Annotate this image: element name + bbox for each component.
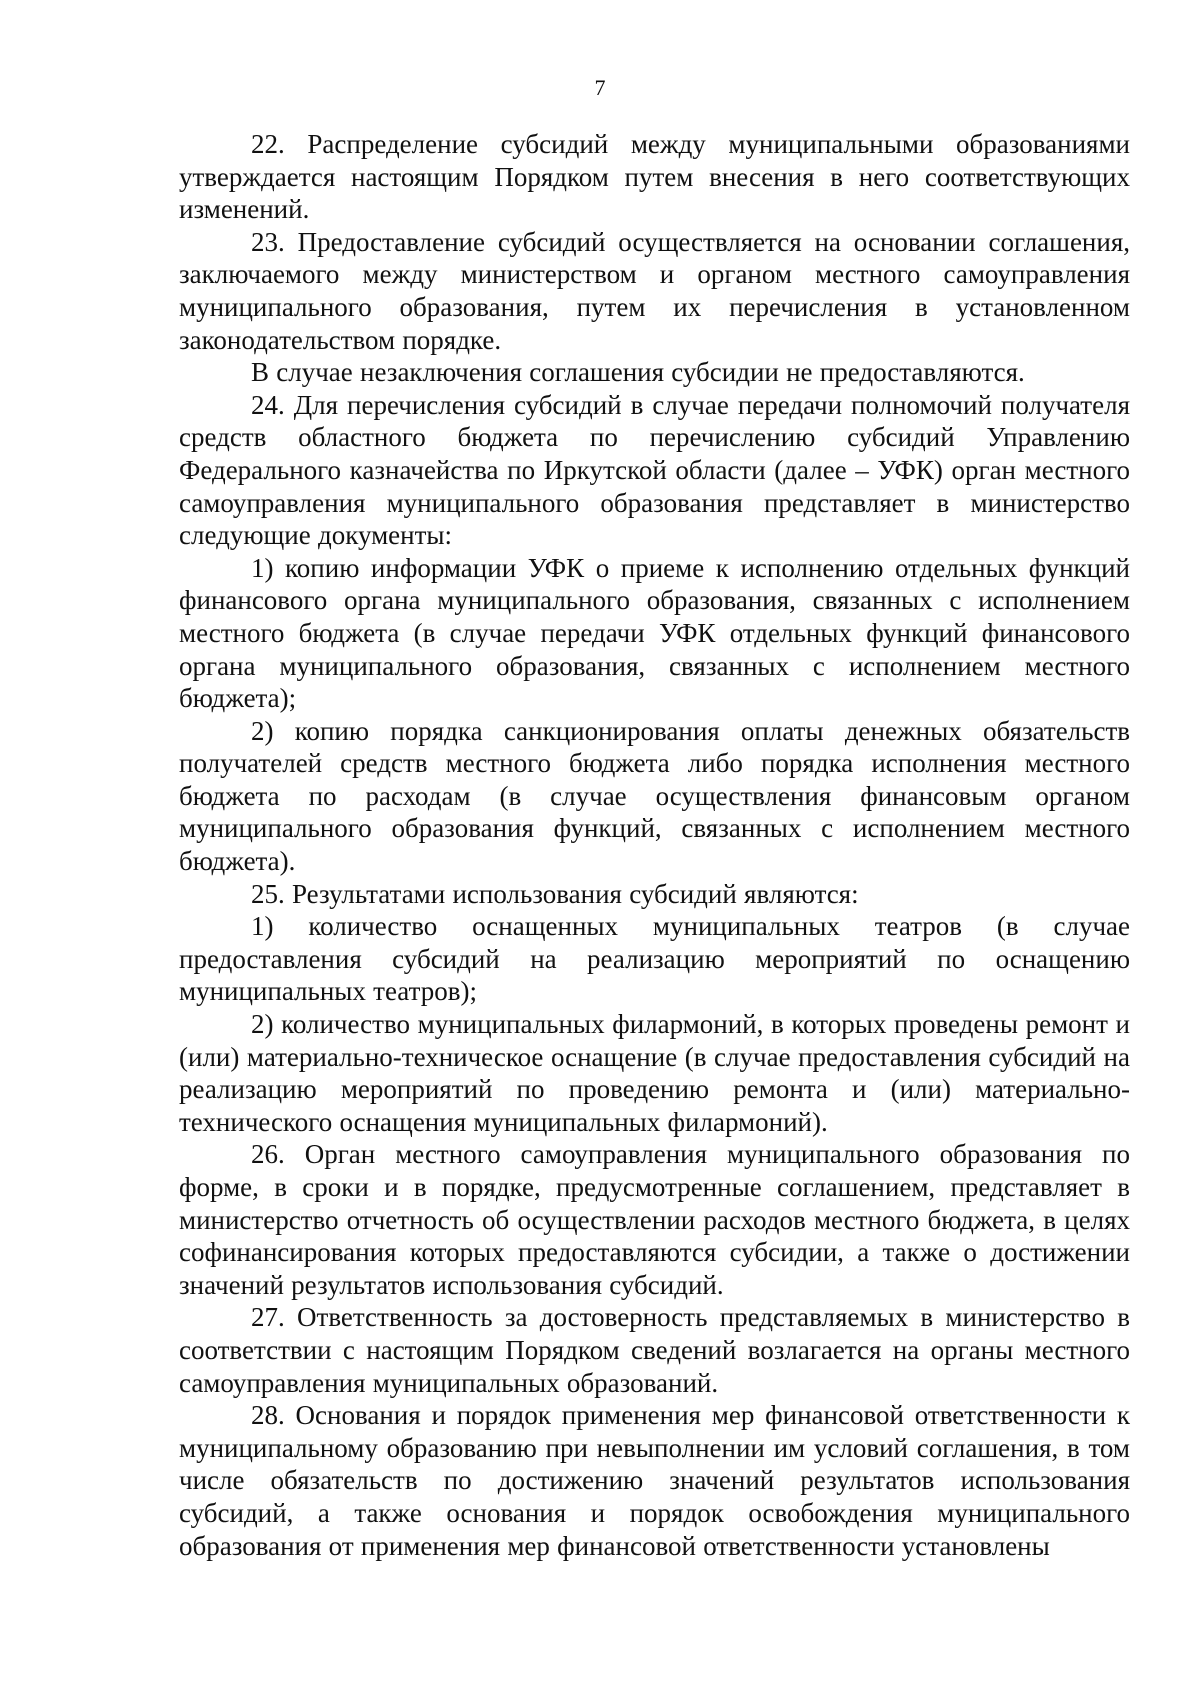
- page-number: 7: [594, 75, 606, 100]
- paragraph-22: 22. Распределение субсидий между муниципальными образованиями утверждается настоящим Порядком путем внесения в него соответствующих изменений.: [179, 129, 1130, 225]
- paragraph-23: 23. Предоставление субсидий осуществляется на основании соглашения, заключаемого между министерством и органом местного самоуправления муниципального образования, путем их перечисления в установленном законодательством порядке.: [179, 226, 1130, 355]
- paragraph-26: 26. Орган местного самоуправления муниципального образования по форме, в сроки и в порядке, предусмотренные соглашением, представляет в министерство отчетность об осуществлении расходов местного бюджета, в целях софинансирования которых предоставляются субсидии, а также о достижении значений результатов использования субсидий.: [179, 1139, 1130, 1300]
- paragraph-24: 24. Для перечисления субсидий в случае передачи полномочий получателя средств областного бюджета по перечислению субсидий Управлению Федерального казначейства по Иркутской области (далее – УФК) орган местного самоуправления муниципального образования представляет в министерство следующие документы:: [179, 389, 1130, 551]
- paragraph-25-item-1: 1) количество оснащенных муниципальных театров (в случае предоставления субсидий на реализацию мероприятий по оснащению муниципальных театров);: [179, 911, 1130, 1007]
- document-body: [179, 128, 1130, 1562]
- paragraph-25: 25. Результатами использования субсидий являются:: [251, 878, 859, 909]
- paragraph-24-item-1: 1) копию информации УФК о приеме к исполнению отдельных функций финансового органа муниципального образования, связанных с исполнением местного бюджета (в случае передачи УФК отдельных функций финансового органа муниципального образования, связанных с исполнением местного бюджета);: [179, 552, 1130, 714]
- paragraph-28: 28. Основания и порядок применения мер финансовой ответственности к муниципальному образованию при невыполнении им условий соглашения, в том числе обязательств по достижению значений результатов использования субсидий, а также основания и порядок освобождения муниципального образования от применения мер финансовой ответственности установлены: [179, 1400, 1130, 1561]
- paragraph-24-item-2: 2) копию порядка санкционирования оплаты денежных обязательств получателей средств местного бюджета либо порядка исполнения местного бюджета по расходам (в случае осуществления финансовым органом муниципального образования функций, связанных с исполнением местного бюджета).: [179, 715, 1130, 877]
- paragraph-23-note: В случае незаключения соглашения субсидии не предоставляются.: [251, 357, 1025, 388]
- paragraph-27: 27. Ответственность за достоверность представляемых в министерство в соответствии с настоящим Порядком сведений возлагается на органы местного самоуправления муниципальных образований.: [179, 1302, 1130, 1398]
- paragraph-25-item-2: 2) количество муниципальных филармоний, в которых проведены ремонт и (или) материально-техническое оснащение (в случае предоставления субсидий на реализацию мероприятий по проведению ремонта и (или) материально-технического оснащения муниципальных филармоний).: [179, 1009, 1130, 1137]
